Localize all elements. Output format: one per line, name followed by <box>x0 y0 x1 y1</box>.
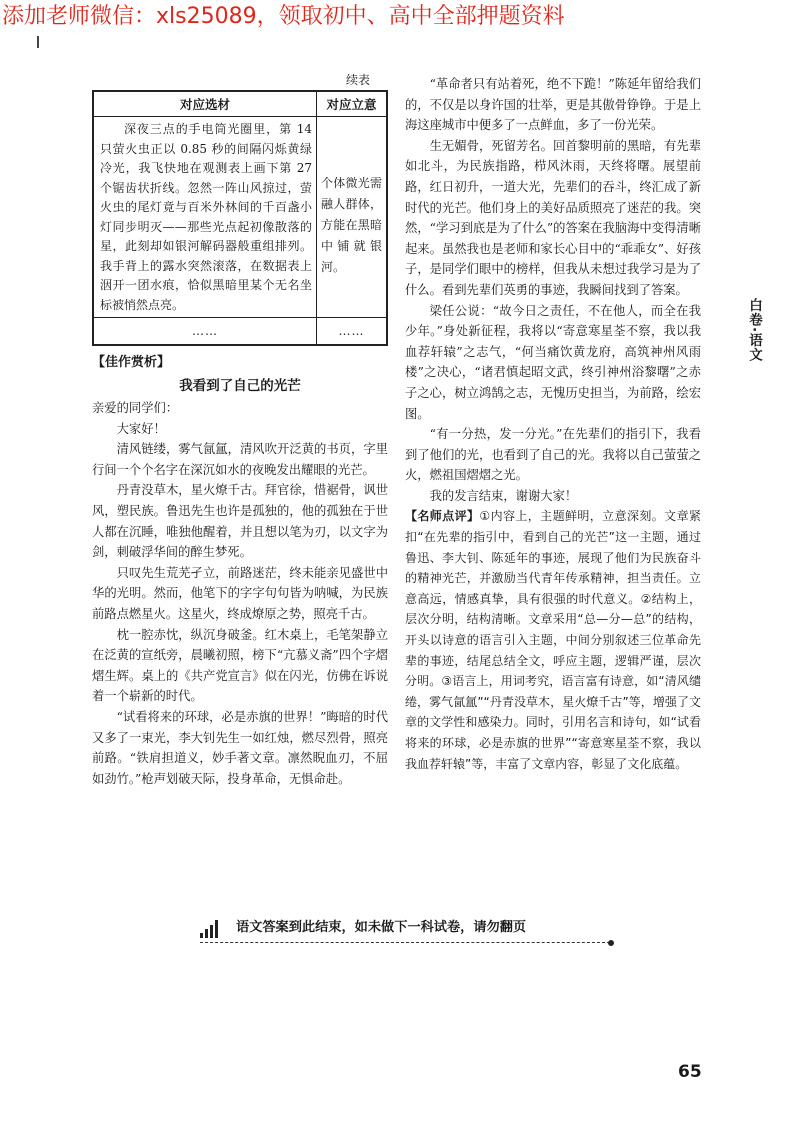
comment-text: ①内容上，主题鲜明，立意深刻。文章紧扣“在先辈的指引中，看到自己的光芒”这一主题，通过鲁迅、李大钊、陈延年的事迹，展现了他们为民族奋斗的精神光芒，并激励当代青年传承精神，担当责任。立意高远，情感真挚，具有很强的时代意义。②结构上，层次分明，结构清晰。文章采用“总—分—总”的结构，开头以诗意的语言引入主题，中间分别叙述三位革命先辈的事迹，结尾总结全文，呼应主题，逻辑严谨，层次分明。③语言上，用词考究，语言富有诗意，如“清风缱绻，雾气氤氲”“丹青没草木，星火燎千古”等，增强了文章的文学性和感染力。同时，引用名言和诗句，如“试看将来的环球，必是赤旗的世界”“寄意寒星荃不察，我以我血荐轩辕”等，丰富了文章内容，彰显了文化底蕴。 <box>405 509 701 771</box>
comment-label: 【名师点评】 <box>405 509 480 524</box>
essay-paragraph: “有一分热，发一分光。”在先辈们的指引下，我看到了他们的光，也看到了自己的光。我将以自己萤萤之火，燃祖国熠熠之光。 <box>405 427 701 483</box>
table-caption: 续表 <box>345 73 370 87</box>
section-label: 【佳作赏析】 <box>92 355 171 370</box>
header-meaning: 对应立意 <box>317 91 388 117</box>
essay-paragraph: 清风链缕，雾气氤氲，清风吹开泛黄的书页，字里行间一个个名字在深沉如水的夜晚发出耀眼的光芒。 <box>92 442 388 477</box>
essay-paragraph: 枕一腔赤忱，纵沉身破釜。红木桌上，毛笔架静立在泛黄的宣纸旁，晨曦初照，榜下“亢慕义斋”四个字熠熠生辉。桌上的《共产党宣言》似在闪光，仿佛在诉说着一个崭新的时代。 <box>92 627 388 704</box>
page-number: 65 <box>678 1062 702 1082</box>
header-material: 对应选材 <box>93 91 317 117</box>
right-column <box>405 74 701 774</box>
essay-paragraph: 丹青没草木，星火燎千古。拜官徐，惜裾骨，讽世风，塑民族。鲁迅先生也许是孤独的，他的孤独在于世人都在沉睡，唯独他醒着，并且想以笔为刃，以文字为剑，刺破浮华间的醉生梦死。 <box>92 483 388 560</box>
end-of-answers-note <box>200 918 610 943</box>
left-column <box>92 70 388 789</box>
greeting: 大家好！ <box>116 421 166 436</box>
table-row <box>93 117 387 318</box>
ellipsis-right: …… <box>317 318 388 346</box>
salutation: 亲爱的同学们： <box>92 401 179 415</box>
essay-title: 我看到了自己的光芒 <box>179 378 301 394</box>
dot-icon <box>608 940 614 946</box>
essay-paragraph: 只叹先生荒芜孑立，前路迷茫，终未能亲见盛世中华的光明。然而，他笔下的字字句句皆为呐喊，为民族前路点燃星火。这星火，终成燎原之势，照亮千古。 <box>92 565 388 621</box>
essay-closing: 我的发言结束，谢谢大家！ <box>429 488 578 503</box>
material-cell <box>93 117 317 318</box>
promo-banner: 添加老师微信：xls25089，领取初中、高中全部押题资料 <box>2 4 565 29</box>
footer-note-text: 语文答案到此结束，如未做下一科试卷，请勿翻页 <box>236 920 527 935</box>
material-text: 深夜三点的手电筒光圈里，第 14 只萤火虫正以 0.85 秒的间隔闪烁黄绿冷光，我飞快地在观测表上画下第 27 个锯齿状折线。忽然一阵山风掠过，萤火虫的尾灯竟与百米外林间的千百盏小灯同步明灭——那些光点起初像散落的星，此刻却如银河解码器般重组排列。我手背上的露水突然滚落，在数据表上洇开一团水痕，恰似黑暗里某个无名坐标被悄然点亮。 <box>100 122 312 312</box>
teacher-comment <box>405 506 701 774</box>
side-tab: 白卷·语文 <box>746 298 762 363</box>
essay-paragraph: 生无媚骨，死留芳名。回首黎明前的黑暗，有先辈如北斗，为民族指路，栉风沐雨，天终将曙。展望前路，红日初升，一道大光，先辈们的吞斗，终汇成了新时代的光芒。他们身上的美好品质照亮了迷茫的我。突然，“学习到底是为了什么”的答案在我脑海中变得清晰起来。虽然我也是老师和家长心目中的“乖乖女”、好孩子，是同学们眼中的榜样，但我从未想过我学习是为了什么。看到先辈们英勇的事迹，我瞬间找到了答案。 <box>405 138 701 297</box>
signal-bars-icon <box>200 920 226 938</box>
material-table <box>92 90 388 346</box>
meaning-text: 个体微光需融人群体，方能在黑暗中铺就银河。 <box>321 176 382 274</box>
essay-paragraph: 梁任公说：“故今日之责任，不在他人，而全在我少年。”身处新征程，我将以“寄意寒星荃不察，我以我血荐轩辕”之志气，“何当痛饮黄龙府，高筑神州风雨楼”之决心，“诸君慎起昭文武，终引神州浴黎曙”之赤子之心，树立鸿鹄之志，无愧历史担当，为前路，绘宏图。 <box>405 303 701 421</box>
page-edge-mark <box>37 36 39 48</box>
essay-paragraph: “试看将来的环球，必是赤旗的世界！”晦暗的时代又多了一束光，李大钊先生一如红烛，燃尽烈骨，照亮前路。“铁肩担道义，妙手著文章。凛然睨血刃，不屈如劲竹。”枪声划破天际，投身革命，无惧命赴。 <box>92 709 388 786</box>
ellipsis-left: …… <box>93 318 317 346</box>
meaning-cell <box>317 117 388 318</box>
table-header-row <box>93 91 387 117</box>
essay-paragraph: “革命者只有站着死，绝不下跪！”陈延年留给我们的，不仅是以身许国的壮举，更是其傲骨铮铮。于是上海这座城市中便多了一点鲜血，多了一份光荣。 <box>405 77 701 133</box>
table-row <box>93 318 387 346</box>
